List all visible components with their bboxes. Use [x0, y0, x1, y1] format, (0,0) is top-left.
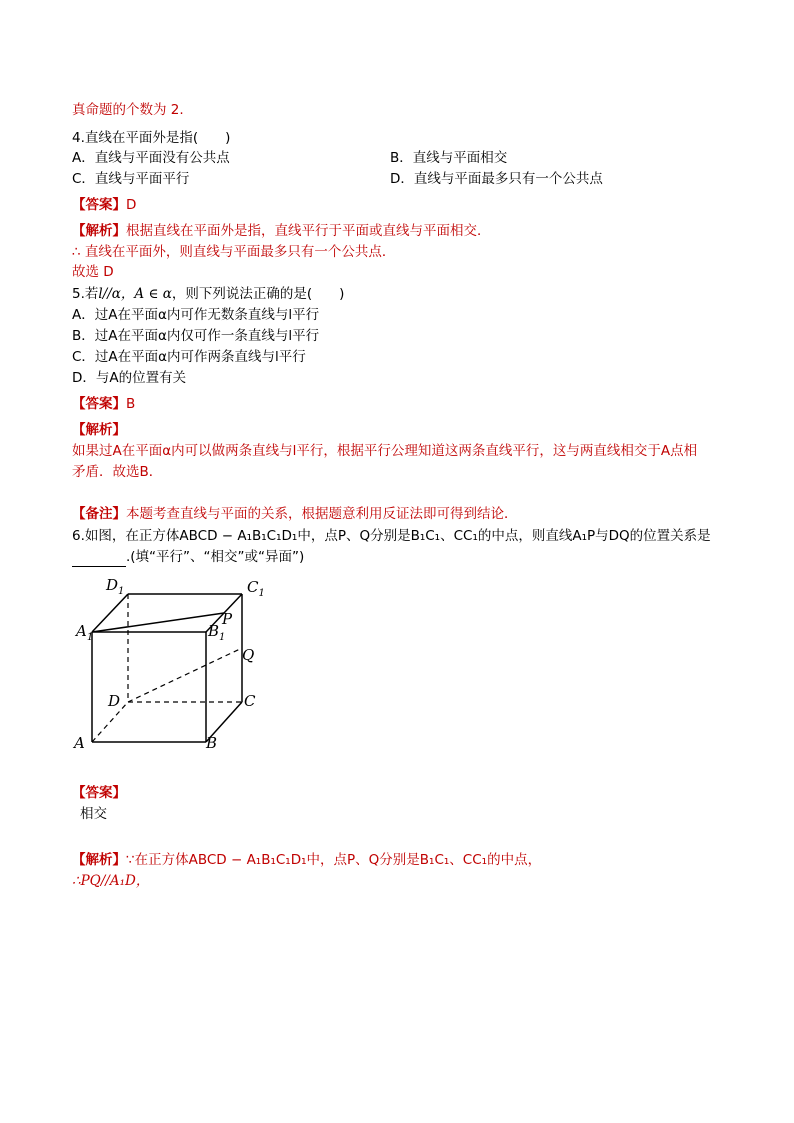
q4-analysis-line: [72, 221, 491, 241]
q4-option-a: A．直线与平面没有公共点: [72, 150, 230, 166]
q4-answer-line: [72, 195, 136, 215]
label-p: P: [222, 610, 233, 628]
q4-stem: 4.直线在平面外是指( ): [72, 130, 231, 146]
q4-choose: 故选 D: [72, 264, 114, 280]
q4-option-b: B．直线与平面相交: [390, 150, 508, 166]
q5-answer-line: [72, 394, 135, 414]
q5-option-d: D．与A的位置有关: [72, 370, 187, 386]
q5-stem-math: l//α，A ∈ α: [98, 286, 172, 302]
q4-option-c: C．直线与平面平行: [72, 171, 190, 187]
previous-conclusion: 真命题的个数为 2.: [72, 102, 184, 118]
segment-a1-p: [92, 613, 224, 632]
q6-analysis-line2: ∴PQ//A₁D，: [72, 873, 150, 889]
q5-analysis-line1: 如果过A在平面α内可以做两条直线与l平行，根据平行公理知道这两条直线平行，这与两直线相交于A点相: [72, 443, 698, 459]
q4-answer-tag: 【答案】: [72, 197, 126, 213]
label-b: B: [206, 734, 218, 752]
q5-stem-suffix: ，则下列说法正确的是( ): [171, 286, 345, 302]
q5-stem-prefix: 5.若: [72, 286, 99, 302]
q6-analysis-line1: [72, 850, 541, 870]
q5-analysis-line2: 矛盾．故选B．: [72, 464, 163, 480]
q5-note-tag: 【备注】: [72, 506, 126, 522]
q5-option-a: A．过A在平面α内可作无数条直线与l平行: [72, 307, 320, 323]
q4-therefore: ∴ 直线在平面外，则直线与平面最多只有一个公共点．: [72, 244, 396, 260]
label-a1: $A_1$: [76, 622, 94, 643]
q6-answer-value: 相交: [80, 806, 107, 822]
q4-answer-value: D: [126, 197, 137, 213]
q4-option-d: D．直线与平面最多只有一个公共点: [390, 171, 603, 187]
q5-stem: [72, 284, 344, 304]
cube-figure: [70, 572, 270, 757]
label-b1: $B_1$: [208, 622, 226, 643]
hidden-segment-d-q: [128, 648, 242, 702]
label-a: A: [74, 734, 85, 752]
q6-stem-line2-wrap: [72, 547, 304, 567]
q6-stem-line2: .(填“平行”、“相交”或“异面”): [126, 549, 305, 565]
answer-blank: [72, 552, 126, 567]
q6-analysis-tag: 【解析】: [72, 852, 126, 868]
edge-a1-d1: [92, 594, 128, 632]
q6-answer-tag: 【答案】: [72, 785, 126, 801]
q4-analysis-tag: 【解析】: [72, 223, 126, 239]
q5-note-text: 本题考查直线与平面的关系，根据题意利用反证法即可得到结论．: [126, 506, 518, 522]
label-c: C: [244, 692, 256, 710]
q5-option-c: C．过A在平面α内可作两条直线与l平行: [72, 349, 306, 365]
label-q: Q: [242, 646, 255, 664]
label-d1: $D_1$: [106, 576, 125, 597]
q4-analysis-text: 根据直线在平面外是指，直线平行于平面或直线与平面相交．: [126, 223, 491, 239]
q5-option-b: B．过A在平面α内仅可作一条直线与l平行: [72, 328, 320, 344]
q5-note-line: [72, 504, 518, 524]
label-d: D: [108, 692, 121, 710]
q5-answer-tag: 【答案】: [72, 396, 126, 412]
q6-stem-line1: 6.如图，在正方体ABCD − A₁B₁C₁D₁中，点P、Q分别是B₁C₁、CC₁的中点，则直线A₁P与DQ的位置关系是: [72, 528, 711, 544]
q5-analysis-tag: 【解析】: [72, 422, 126, 438]
q5-answer-value: B: [126, 396, 136, 412]
label-c1: $C_1$: [247, 578, 265, 599]
q6-analysis-text: ∵在正方体ABCD − A₁B₁C₁D₁中，点P、Q分别是B₁C₁、CC₁的中点，: [126, 852, 542, 868]
